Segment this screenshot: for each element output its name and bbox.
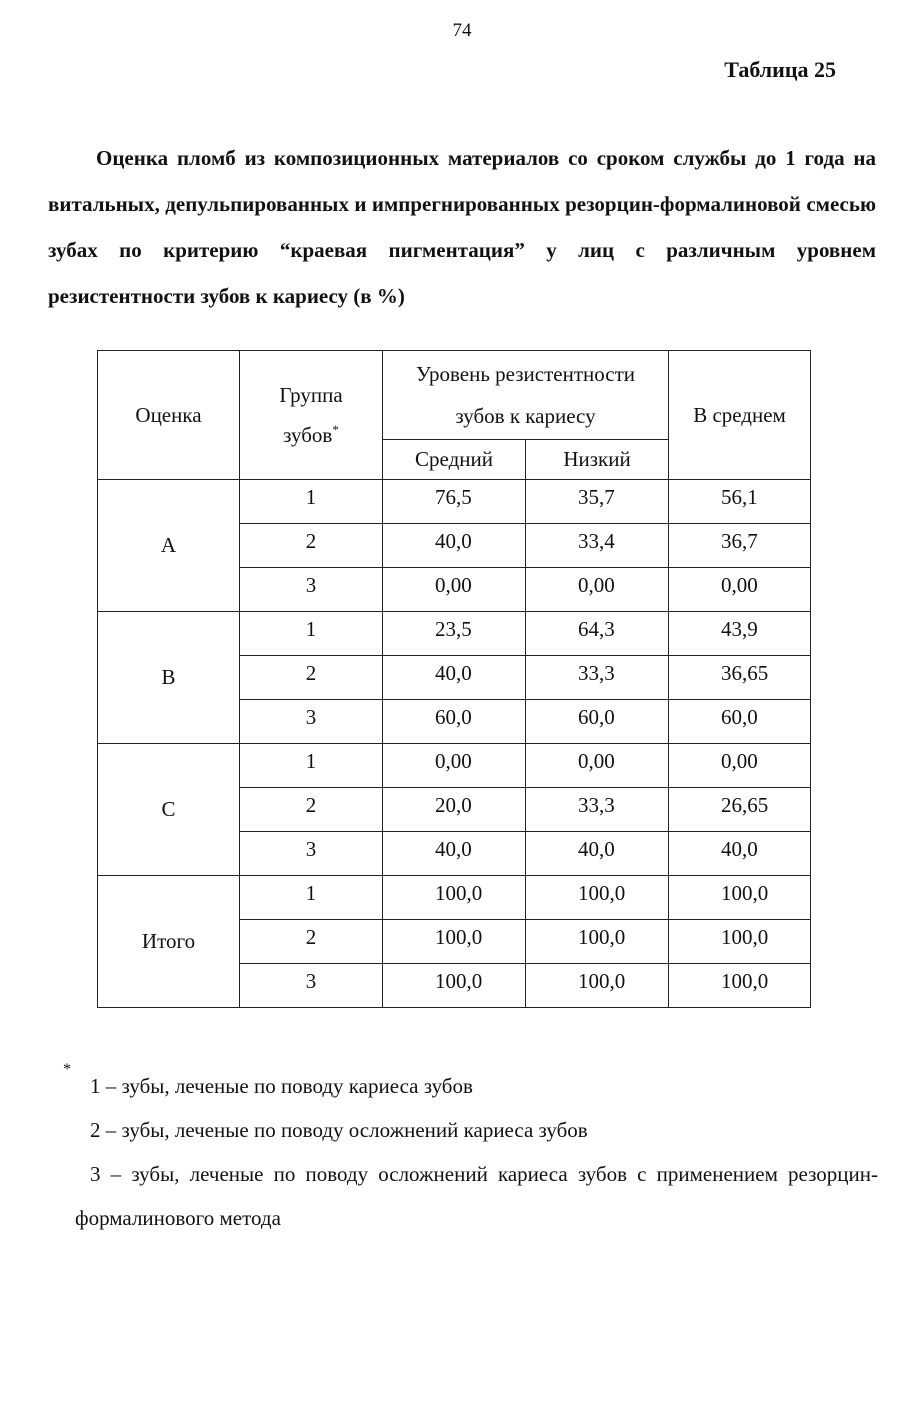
medium-cell: 60,0 (383, 700, 526, 744)
footnote-star: * (63, 1061, 71, 1078)
low-cell: 35,7 (526, 480, 669, 524)
group-cell: 2 (240, 524, 383, 568)
grade-cell: A (98, 480, 240, 612)
table-label: Таблица 25 (724, 57, 836, 82)
average-cell: 26,65 (669, 788, 811, 832)
medium-cell: 40,0 (383, 524, 526, 568)
low-cell: 100,0 (526, 920, 669, 964)
average-cell: 56,1 (669, 480, 811, 524)
grade-cell: B (98, 612, 240, 744)
average-cell: 100,0 (669, 964, 811, 1008)
low-cell: 0,00 (526, 568, 669, 612)
average-cell: 36,65 (669, 656, 811, 700)
table-row (98, 612, 811, 656)
medium-cell: 76,5 (383, 480, 526, 524)
group-cell: 2 (240, 788, 383, 832)
grade-cell-total: Итого (98, 876, 240, 1008)
medium-cell: 20,0 (383, 788, 526, 832)
low-cell: 60,0 (526, 700, 669, 744)
average-cell: 100,0 (669, 876, 811, 920)
group-cell: 1 (240, 612, 383, 656)
average-cell: 60,0 (669, 700, 811, 744)
low-cell: 64,3 (526, 612, 669, 656)
group-cell: 3 (240, 964, 383, 1008)
low-cell: 100,0 (526, 964, 669, 1008)
low-cell: 33,4 (526, 524, 669, 568)
grade-cell: C (98, 744, 240, 876)
table-row (98, 480, 811, 524)
low-cell: 0,00 (526, 744, 669, 788)
low-cell: 100,0 (526, 876, 669, 920)
header-grade: Оценка (98, 351, 240, 480)
group-cell: 1 (240, 744, 383, 788)
table-row (98, 744, 811, 788)
medium-cell: 0,00 (383, 568, 526, 612)
footnote-1: 1 – зубы, леченые по поводу кариеса зубов (90, 1074, 473, 1098)
table-caption: Оценка пломб из композиционных материалов со сроком службы до 1 года на витальных, депульпированных и импрегнированных резорцин-формалиновой смесью зубах по критерию “краевая пигментация” у лиц с различным уровнем резистентности зубов к кариесу (в %) (48, 146, 876, 308)
medium-cell: 100,0 (383, 964, 526, 1008)
page-number: 74 (452, 20, 472, 41)
medium-cell: 100,0 (383, 876, 526, 920)
table-body (98, 480, 811, 1008)
group-cell: 3 (240, 700, 383, 744)
medium-cell: 40,0 (383, 832, 526, 876)
footnotes (63, 1061, 878, 1240)
header-average: В среднем (669, 351, 811, 480)
group-cell: 3 (240, 832, 383, 876)
average-cell: 36,7 (669, 524, 811, 568)
table-row (98, 876, 811, 920)
header-resistance-line1: Уровень резистентности (415, 362, 636, 386)
header-group-line2-text: зубов (283, 423, 333, 447)
medium-cell: 23,5 (383, 612, 526, 656)
header-resistance-line2: зубов к кариесу (455, 404, 596, 428)
medium-cell: 100,0 (383, 920, 526, 964)
group-cell: 2 (240, 920, 383, 964)
table-header (98, 351, 811, 480)
group-cell: 1 (240, 480, 383, 524)
group-cell: 1 (240, 876, 383, 920)
footnote-2: 2 – зубы, леченые по поводу осложнений кариеса зубов (90, 1118, 588, 1142)
results-table (97, 350, 811, 1008)
low-cell: 33,3 (526, 788, 669, 832)
average-cell: 0,00 (669, 744, 811, 788)
footnote-3: 3 – зубы, леченые по поводу осложнений кариеса зубов с применением резорцин-формалинового метода (75, 1162, 878, 1230)
low-cell: 40,0 (526, 832, 669, 876)
low-cell: 33,3 (526, 656, 669, 700)
average-cell: 100,0 (669, 920, 811, 964)
header-resistance-level (383, 351, 669, 440)
header-group-line2 (240, 415, 382, 455)
group-cell: 2 (240, 656, 383, 700)
header-group (240, 351, 383, 480)
medium-cell: 40,0 (383, 656, 526, 700)
medium-cell: 0,00 (383, 744, 526, 788)
header-medium: Средний (383, 440, 526, 480)
footnote-marker: * (332, 422, 339, 437)
header-group-line1: Группа (279, 383, 343, 407)
average-cell: 40,0 (669, 832, 811, 876)
header-low: Низкий (526, 440, 669, 480)
group-cell: 3 (240, 568, 383, 612)
average-cell: 43,9 (669, 612, 811, 656)
average-cell: 0,00 (669, 568, 811, 612)
